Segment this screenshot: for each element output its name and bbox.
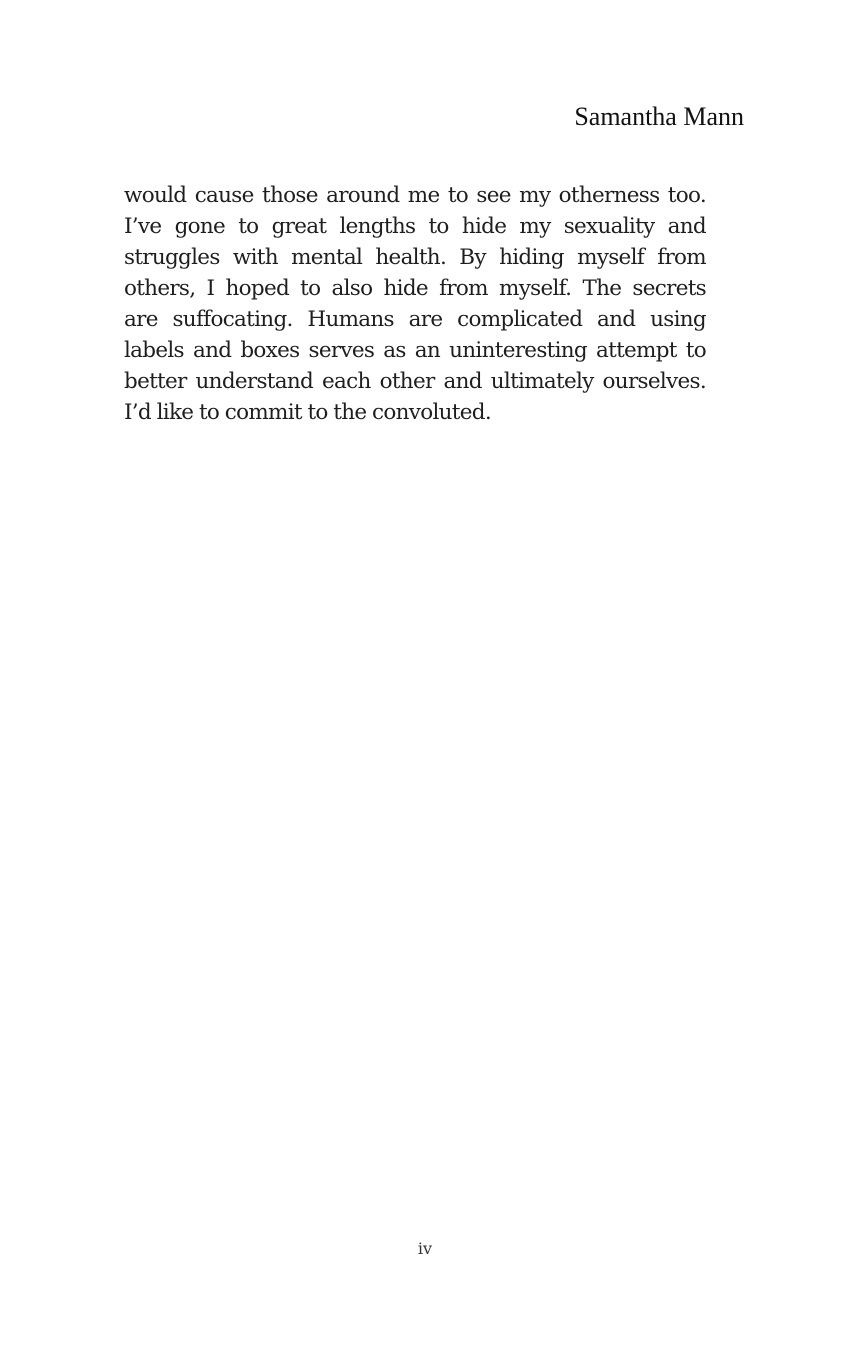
paragraph-line: I’d like to commit to the convoluted. — [124, 400, 491, 425]
body-paragraph — [124, 180, 706, 428]
paragraph-line: others, I hoped to also hide from myself. The secrets — [124, 276, 706, 301]
paragraph-line: labels and boxes serves as an uninteresting attempt to — [124, 338, 706, 363]
running-header-author: Samantha Mann — [574, 102, 744, 131]
paragraph-line: struggles with mental health. By hiding myself from — [124, 245, 706, 270]
paragraph-line: better understand each other and ultimately ourselves. — [124, 369, 706, 394]
paragraph-line: I’ve gone to great lengths to hide my sexuality and — [124, 214, 706, 239]
paragraph-line: would cause those around me to see my otherness too. — [124, 183, 706, 208]
paragraph-line: are suffocating. Humans are complicated and using — [124, 307, 706, 332]
page-number: iv — [417, 1239, 433, 1258]
